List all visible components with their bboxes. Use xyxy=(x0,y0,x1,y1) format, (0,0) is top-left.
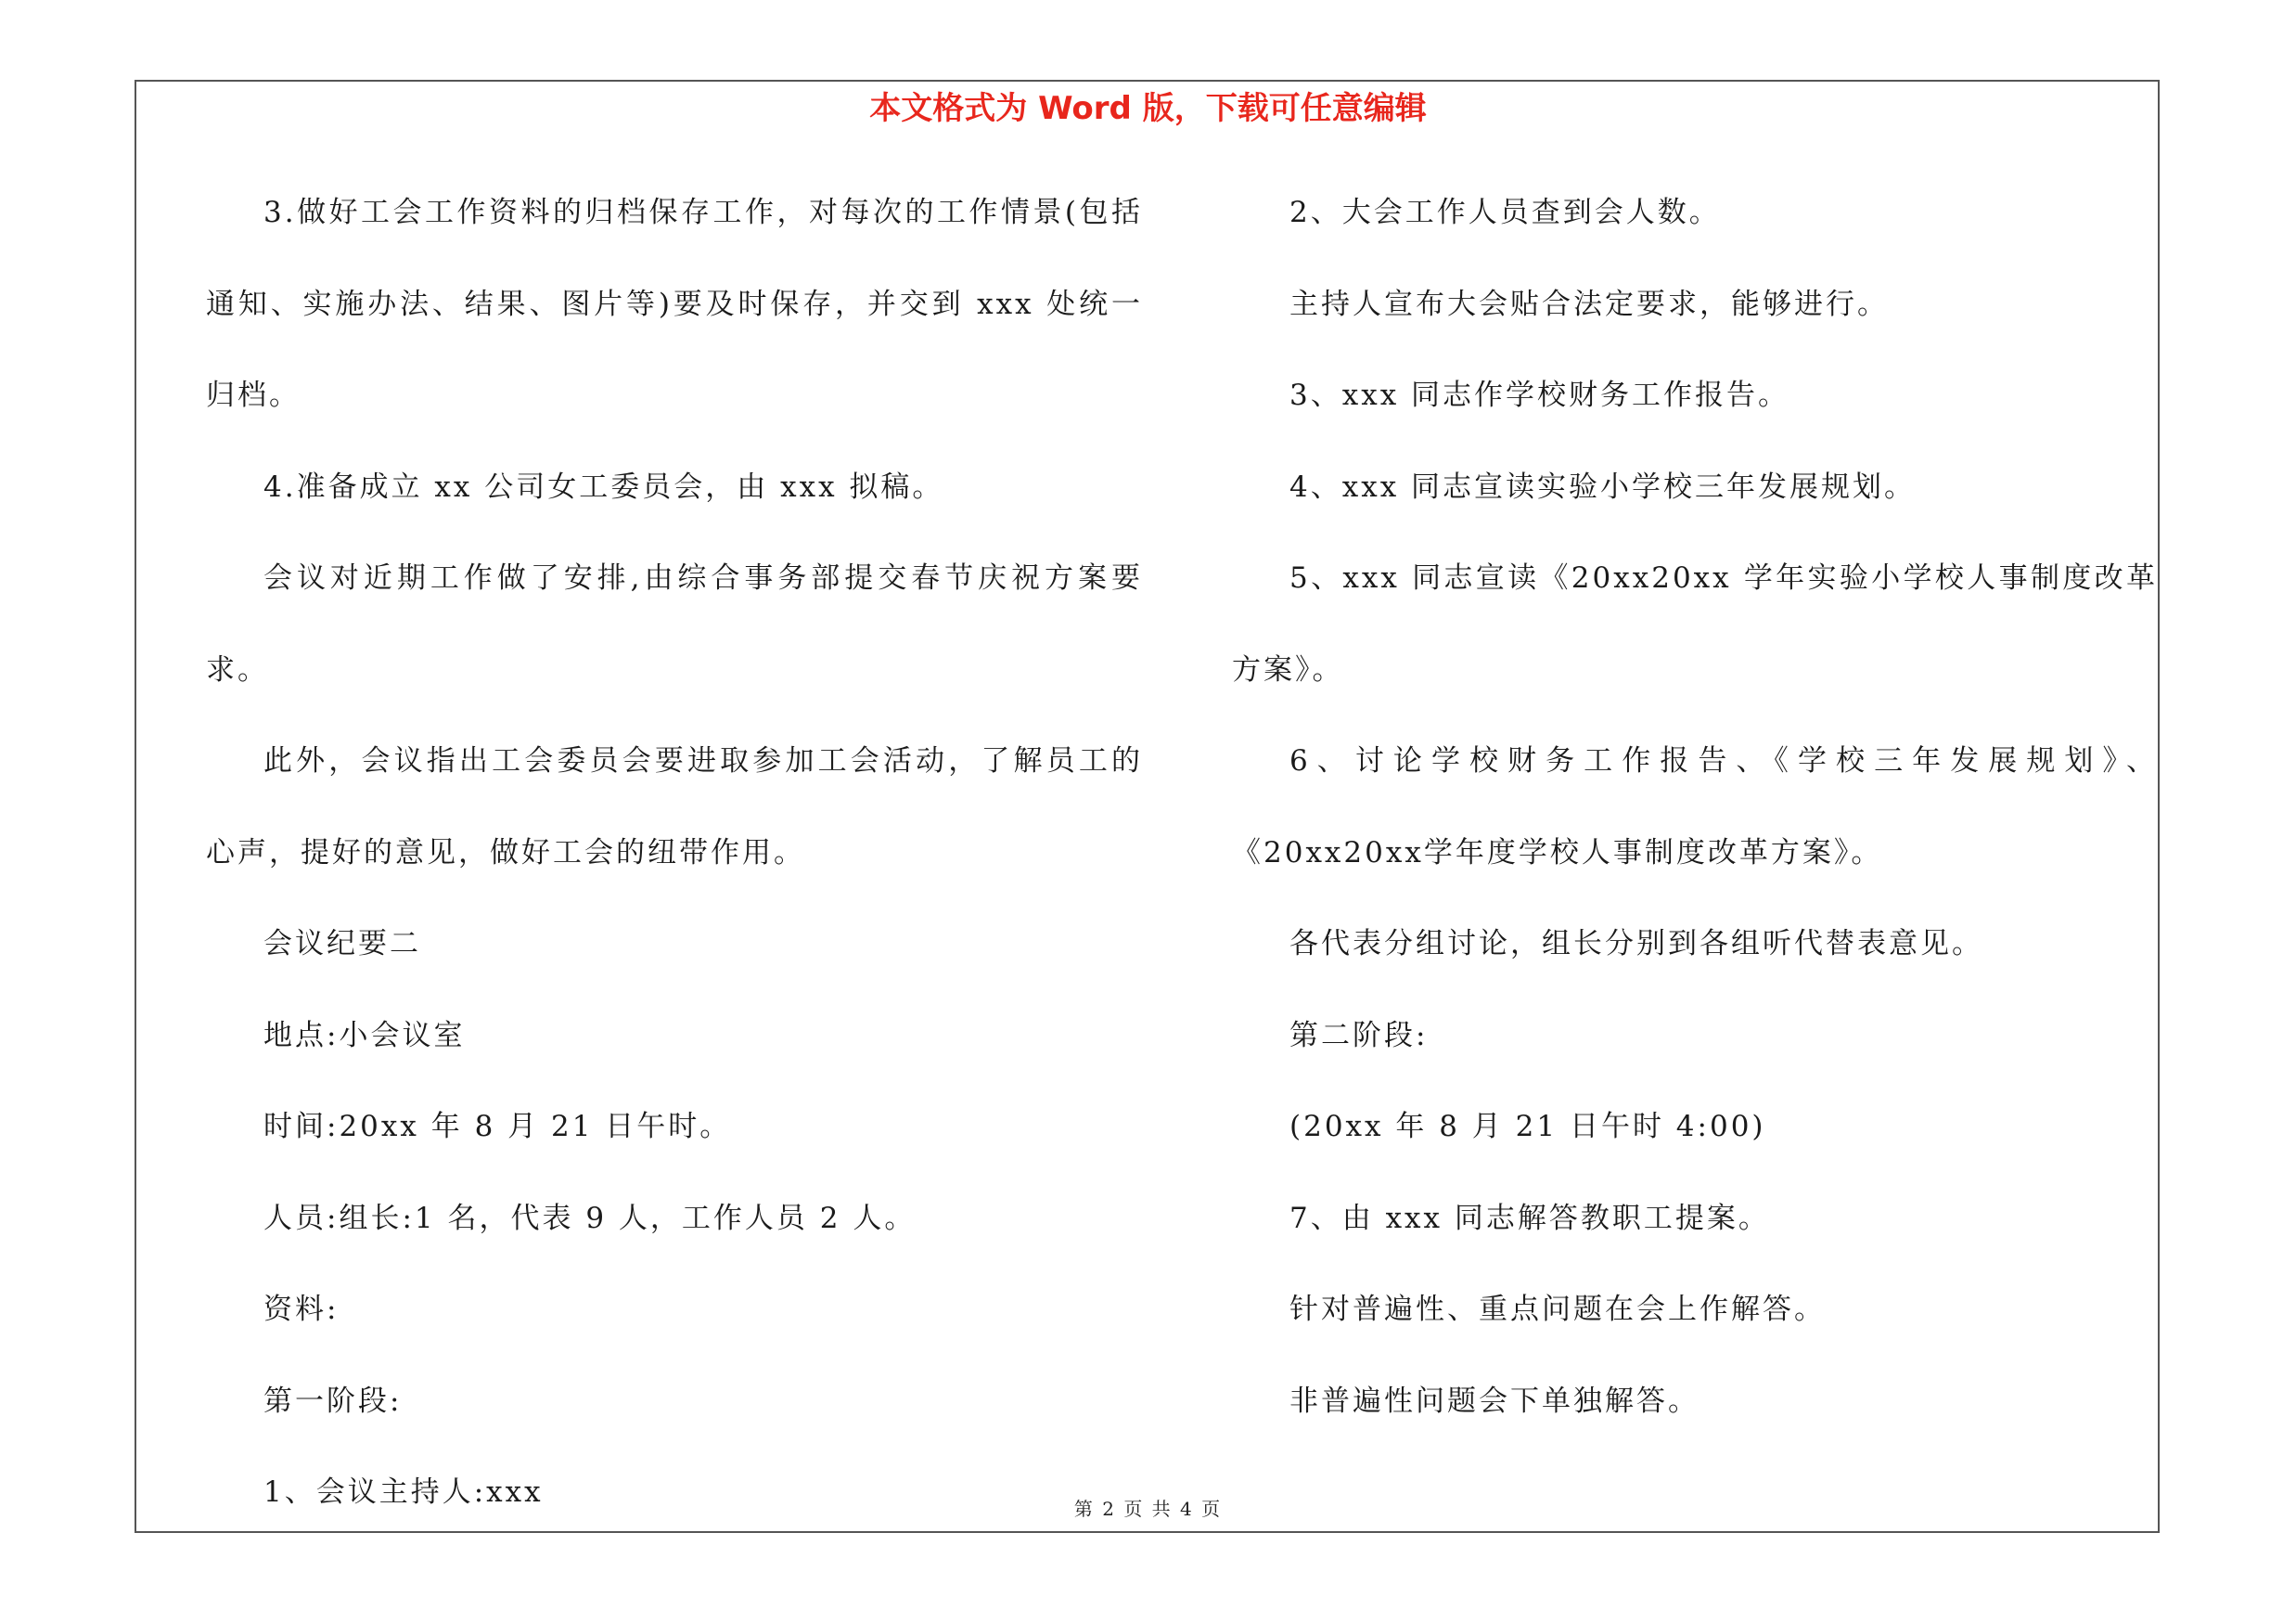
paragraph: 各代表分组讨论，组长分别到各组听代替表意见。 xyxy=(1289,927,1983,960)
paragraph: 非普遍性问题会下单独解答。 xyxy=(1289,1384,1700,1418)
paragraph: 资料: xyxy=(263,1293,340,1326)
paragraph: 地点:小会议室 xyxy=(263,1018,466,1052)
paragraph: 第一阶段: xyxy=(263,1384,403,1418)
paragraph: (20xx 年 8 月 21 日午时 4:00) xyxy=(1289,1110,1766,1143)
paragraph: 时间:20xx 年 8 月 21 日午时。 xyxy=(263,1110,732,1143)
paragraph: 3、xxx 同志作学校财务工作报告。 xyxy=(1289,379,1790,412)
right-column xyxy=(1232,167,2158,1447)
paragraph: 主持人宣布大会贴合法定要求，能够进行。 xyxy=(1289,287,1889,321)
section-heading: 会议纪要二 xyxy=(263,927,421,960)
paragraph: 第二阶段: xyxy=(1289,1018,1429,1052)
paragraph: 3.做好工会工作资料的归档保存工作，对每次的工作情景(包括通知、实施办法、结果、图片等)要及时保存，并交到 xxx 处统一归档。 xyxy=(206,196,1143,412)
left-column xyxy=(206,167,1143,1539)
paragraph: 会议对近期工作做了安排,由综合事务部提交春节庆祝方案要求。 xyxy=(206,561,1143,687)
page-number: 第 2 页 共 4 页 xyxy=(1073,1498,1223,1520)
paragraph: 6、讨论学校财务工作报告、《学校三年发展规划》、《20xx20xx学年度学校人事制度改革方案》。 xyxy=(1232,744,2158,869)
paragraph: 针对普遍性、重点问题在会上作解答。 xyxy=(1289,1293,1826,1326)
word-format-banner: 本文格式为 Word 版，下载可任意编辑 xyxy=(869,90,1427,127)
paragraph: 5、xxx 同志宣读《20xx20xx 学年实验小学校人事制度改革方案》。 xyxy=(1232,561,2158,687)
paragraph: 4、xxx 同志宣读实验小学校三年发展规划。 xyxy=(1289,470,1917,504)
paragraph: 1、会议主持人:xxx xyxy=(263,1475,544,1509)
paragraph: 4.准备成立 xx 公司女工委员会，由 xxx 拟稿。 xyxy=(263,470,944,504)
paragraph: 7、由 xxx 同志解答教职工提案。 xyxy=(1289,1201,1770,1235)
paragraph: 人员:组长:1 名，代表 9 人，工作人员 2 人。 xyxy=(263,1201,917,1235)
paragraph: 2、大会工作人员查到会人数。 xyxy=(1289,196,1721,229)
paragraph: 此外，会议指出工会委员会要进取参加工会活动，了解员工的心声，提好的意见，做好工会的纽带作用。 xyxy=(206,744,1143,869)
